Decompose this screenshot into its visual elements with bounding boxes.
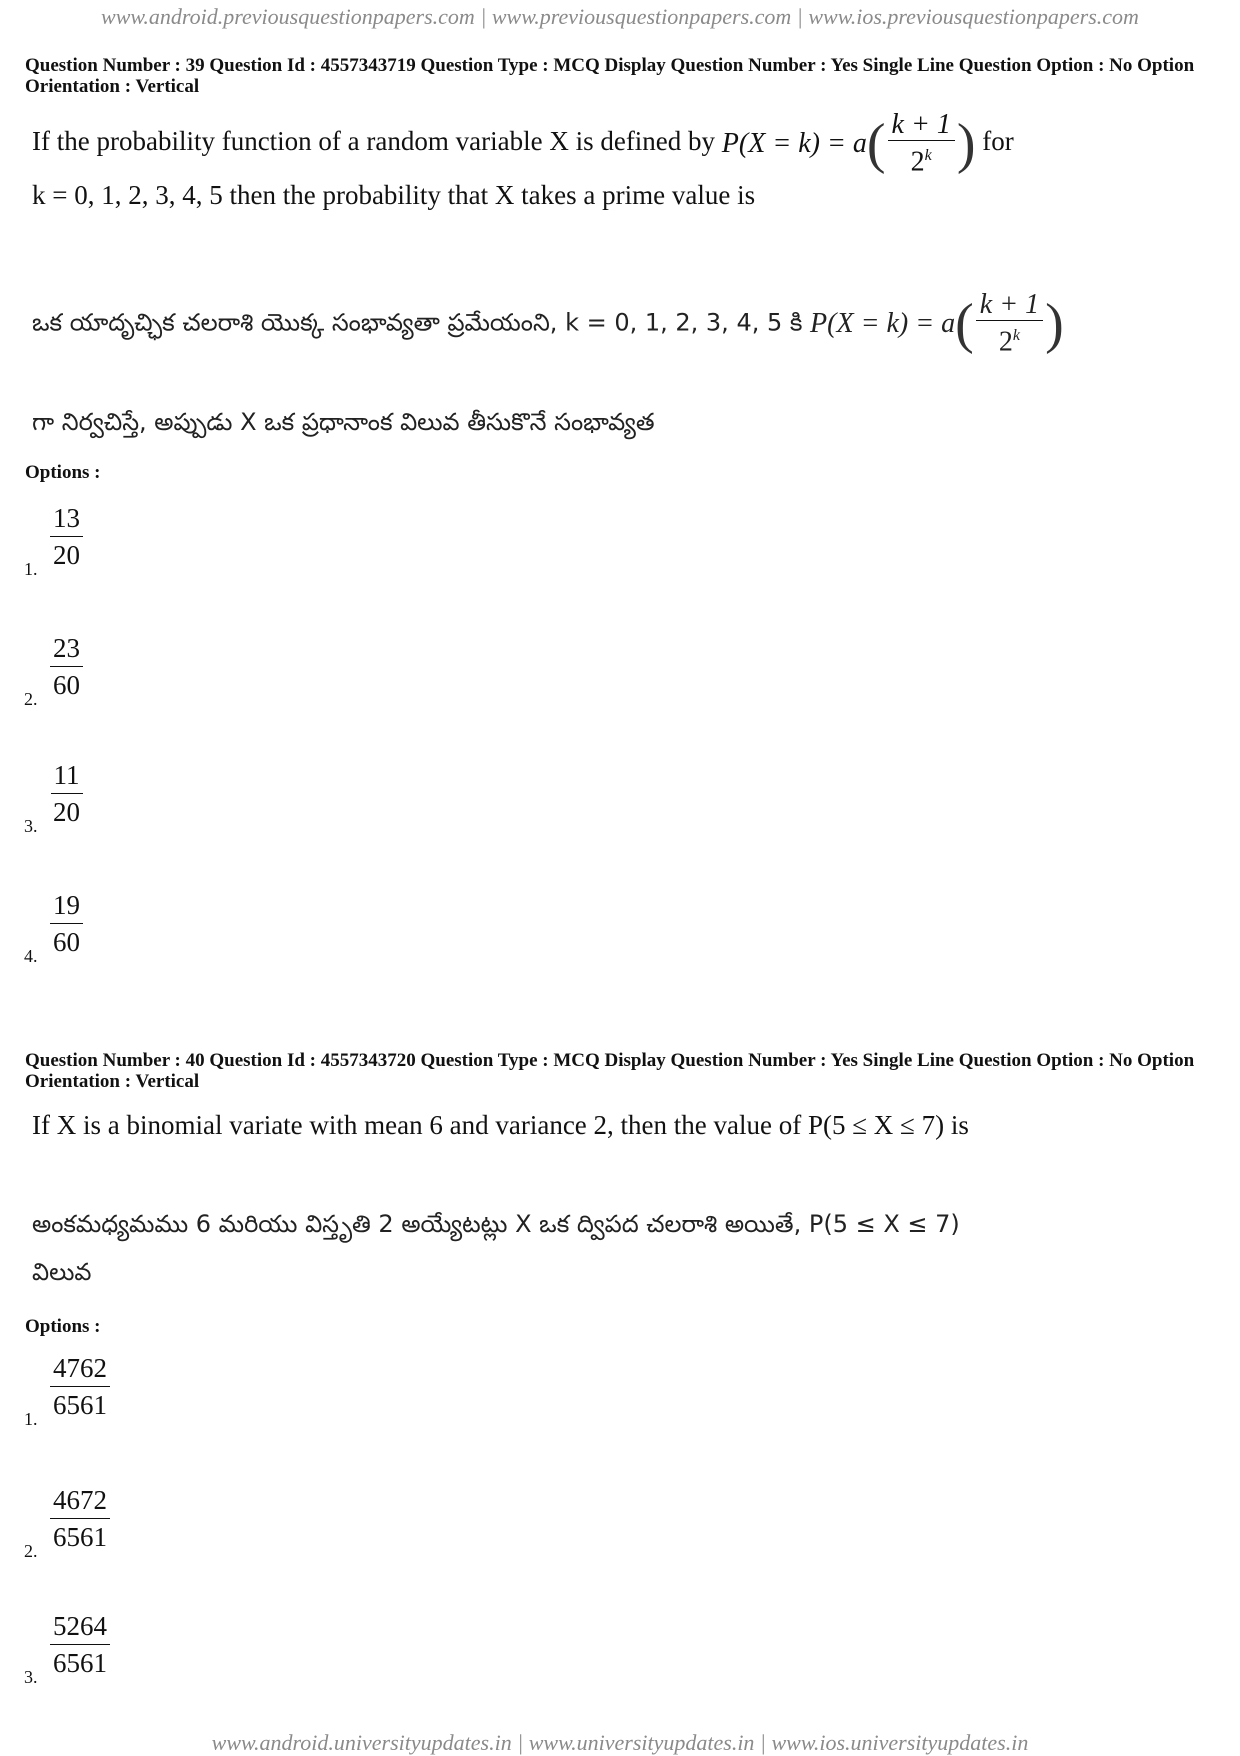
q39-telugu-formula: [810, 290, 1064, 357]
option-denominator: 20: [53, 797, 80, 827]
option-fraction: [50, 500, 83, 573]
q39-english-suffix: for: [982, 125, 1014, 156]
question-40-english-line1: If X is a binomial variate with mean 6 and variance 2, then the value of P(5 ≤ X ≤ 7) is: [32, 1110, 969, 1140]
question-40-telugu-line2: విలువ: [32, 1258, 92, 1286]
q40-option-2[interactable]: [24, 1482, 224, 1562]
option-fraction: [50, 1608, 110, 1681]
q39-english-formula: [722, 110, 976, 177]
q39-telugu-formula-denominator: 2$^k$: [998, 326, 1020, 358]
option-denominator: 20: [53, 540, 80, 570]
option-number: 1.: [24, 559, 38, 579]
question-39-telugu-line2: గా నిర్వచిస్తే, అప్పుడు X ఒక ప్రధానాంక విలువ తీసుకొనే సంభావ్యత: [32, 408, 655, 436]
q39-english-prefix: If the probability function of a random variable X is defined by: [32, 125, 716, 156]
question-40-telugu-line1: అంకమధ్యమము 6 మరియు విస్తృతి 2 అయ్యేటట్లు X ఒక ద్విపద చలరాశి అయితే, P(5 ≤ X ≤ 7): [32, 1210, 960, 1238]
q39-formula-fraction: [888, 110, 955, 177]
left-paren-icon: (: [955, 292, 974, 355]
left-paren-icon: (: [866, 112, 886, 175]
option-number: 3.: [24, 816, 38, 836]
option-number: 2.: [24, 689, 38, 709]
q39-telugu-formula-fraction: [976, 290, 1043, 357]
option-numerator: 5264: [50, 1608, 110, 1645]
option-number: 3.: [24, 1667, 38, 1687]
option-number: 2.: [24, 1541, 38, 1561]
option-fraction: [50, 887, 83, 960]
q39-option-4[interactable]: [24, 887, 224, 967]
q39-formula-lhs: P(X = k) = a: [721, 127, 867, 159]
right-paren-icon: ): [956, 112, 976, 175]
option-fraction: [50, 630, 83, 703]
question-39-telugu-line1: [32, 290, 1064, 357]
q39-formula-denominator: 2$^k$: [910, 146, 932, 178]
option-numerator: 19: [50, 887, 83, 924]
q39-telugu-prefix: ఒక యాదృచ్ఛిక చలరాశి యొక్క సంభావ్యతా ప్రమేయంని, k = 0, 1, 2, 3, 4, 5 కి: [32, 308, 803, 337]
option-denominator: 60: [53, 670, 80, 700]
header-watermark: www.android.previousquestionpapers.com | www.previousquestionpapers.com | www.ios.previousquestionpapers.com: [101, 4, 1139, 29]
option-numerator: 13: [50, 500, 83, 537]
footer-watermark: www.android.universityupdates.in | www.universityupdates.in | www.ios.universityupdates.in: [211, 1730, 1029, 1755]
q39-option-3[interactable]: [24, 757, 224, 837]
question-39-meta: Question Number : 39 Question Id : 4557343719 Question Type : MCQ Display Question Number : Yes Single Line Question Option : No Option Orientation : Vertical: [25, 55, 1195, 97]
option-fraction: [50, 1350, 110, 1423]
option-denominator: 6561: [53, 1390, 107, 1420]
option-numerator: 11: [51, 757, 83, 794]
question-40-meta: Question Number : 40 Question Id : 4557343720 Question Type : MCQ Display Question Number : Yes Single Line Question Option : No Option Orientation : Vertical: [25, 1050, 1195, 1092]
option-fraction: [50, 757, 83, 830]
q40-option-1[interactable]: [24, 1350, 224, 1430]
option-fraction: [50, 1482, 110, 1555]
right-paren-icon: ): [1045, 292, 1064, 355]
question-40-options-label: Options :: [25, 1316, 101, 1337]
option-number: 4.: [24, 946, 38, 966]
q40-option-3[interactable]: [24, 1608, 224, 1688]
q39-telugu-formula-numerator: k + 1: [976, 290, 1043, 321]
q39-telugu-formula-lhs: P(X = k) = a: [810, 307, 956, 339]
option-denominator: 6561: [53, 1648, 107, 1678]
question-39-options-label: Options :: [25, 462, 101, 483]
option-denominator: 60: [53, 927, 80, 957]
option-numerator: 4762: [50, 1350, 110, 1387]
q39-option-1[interactable]: [24, 500, 224, 580]
option-number: 1.: [24, 1409, 38, 1429]
q39-option-2[interactable]: [24, 630, 224, 710]
option-numerator: 4672: [50, 1482, 110, 1519]
question-39-english-line1: [32, 110, 1014, 177]
option-numerator: 23: [50, 630, 83, 667]
question-39-english-line2: k = 0, 1, 2, 3, 4, 5 then the probability that X takes a prime value is: [32, 180, 756, 210]
q39-formula-numerator: k + 1: [888, 110, 955, 141]
option-denominator: 6561: [53, 1522, 107, 1552]
